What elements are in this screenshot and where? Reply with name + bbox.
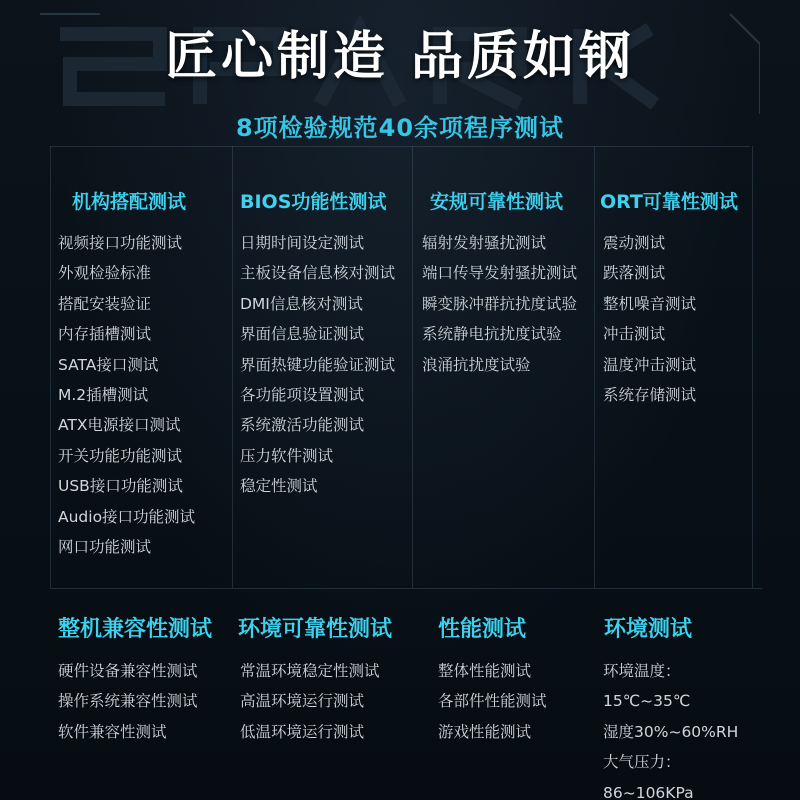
list-item: DMI信息核对测试 (240, 294, 363, 313)
list-item: 界面热键功能验证测试 (240, 355, 396, 374)
section-title: 整机兼容性测试 (58, 617, 213, 642)
list-item: 辐射发射骚扰测试 (422, 234, 547, 252)
section-performance-list (438, 656, 620, 747)
section-performance (438, 616, 620, 644)
section-env-reliability (238, 616, 420, 644)
list-item: 冲击测试 (603, 325, 666, 344)
list-item: 网口功能测试 (58, 537, 152, 556)
list-item: 系统存储测试 (603, 385, 697, 404)
list-item: 系统静电抗扰度试验 (422, 325, 562, 344)
list-item: 大气压力： (603, 753, 681, 772)
list-item: 跌落测试 (603, 264, 666, 283)
list-item: 各部件性能测试 (438, 692, 547, 711)
section-bios-list (240, 228, 422, 502)
section-mechanism (72, 188, 254, 216)
divider-col-1 (50, 146, 51, 588)
list-item: 搭配安装验证 (58, 294, 152, 313)
list-item: USB接口功能测试 (58, 477, 183, 496)
section-title: 安规可靠性测试 (430, 191, 564, 213)
list-item: 端口传导发射骚扰测试 (422, 264, 578, 283)
list-item: 常温环境稳定性测试 (240, 662, 380, 680)
section-title: 机构搭配测试 (72, 191, 187, 213)
list-item: 瞬变脉冲群抗扰度试验 (422, 294, 578, 313)
list-item: 温度冲击测试 (603, 355, 697, 374)
section-ort-list (603, 228, 763, 410)
list-item: 日期时间设定测试 (240, 234, 365, 252)
list-item: 86~106KPa (603, 783, 694, 800)
list-item: 软件兼容性测试 (58, 722, 167, 741)
list-item: 游戏性能测试 (438, 722, 532, 741)
list-item: 操作系统兼容性测试 (58, 692, 198, 711)
section-title: 环境可靠性测试 (238, 617, 393, 642)
list-item: SATA接口测试 (58, 355, 159, 374)
section-safety-list (422, 228, 604, 380)
list-item: 主板设备信息核对测试 (240, 264, 396, 283)
headline: 匠心制造 品质如钢 (164, 27, 636, 87)
list-item: 视频接口功能测试 (58, 234, 183, 252)
list-item: Audio接口功能测试 (58, 507, 196, 526)
list-item: 高温环境运行测试 (240, 692, 365, 711)
list-item: 稳定性测试 (240, 477, 318, 496)
section-title: 环境测试 (604, 617, 693, 642)
list-item: 系统激活功能测试 (240, 416, 365, 435)
list-item: 环境温度： (603, 662, 681, 680)
list-item: 开关功能功能测试 (58, 446, 183, 465)
subheadline: 8项检验规范40余项程序测试 (235, 114, 565, 142)
section-environment-list (603, 656, 773, 800)
section-safety (430, 188, 612, 216)
list-item: 整体性能测试 (438, 662, 532, 680)
section-env-reliability-list (240, 656, 422, 747)
list-item: 各功能项设置测试 (240, 385, 365, 404)
list-item: 整机噪音测试 (603, 294, 697, 313)
section-compatibility (58, 616, 240, 644)
list-item: 低温环境运行测试 (240, 722, 365, 741)
list-item: 浪涌抗扰度试验 (422, 355, 531, 374)
section-ort (600, 188, 782, 216)
list-item: 震动测试 (603, 234, 666, 252)
section-compatibility-list (58, 656, 240, 747)
list-item: 内存插槽测试 (58, 325, 152, 344)
list-item: 湿度30%~60%RH (603, 722, 739, 741)
list-item: 外观检验标准 (58, 264, 152, 283)
list-item: 硬件设备兼容性测试 (58, 662, 198, 680)
list-item: ATX电源接口测试 (58, 416, 181, 435)
section-mechanism-list (58, 228, 240, 562)
list-item: 界面信息验证测试 (240, 325, 365, 344)
divider-top (50, 146, 750, 147)
section-title: BIOS功能性测试 (240, 191, 387, 213)
list-item: 15℃~35℃ (603, 692, 691, 711)
list-item: 压力软件测试 (240, 446, 334, 465)
section-title: ORT可靠性测试 (600, 191, 738, 213)
divider-middle (50, 588, 762, 589)
list-item: M.2插槽测试 (58, 385, 149, 404)
section-title: 性能测试 (438, 617, 527, 642)
section-environment (604, 616, 786, 644)
section-bios (240, 188, 422, 216)
